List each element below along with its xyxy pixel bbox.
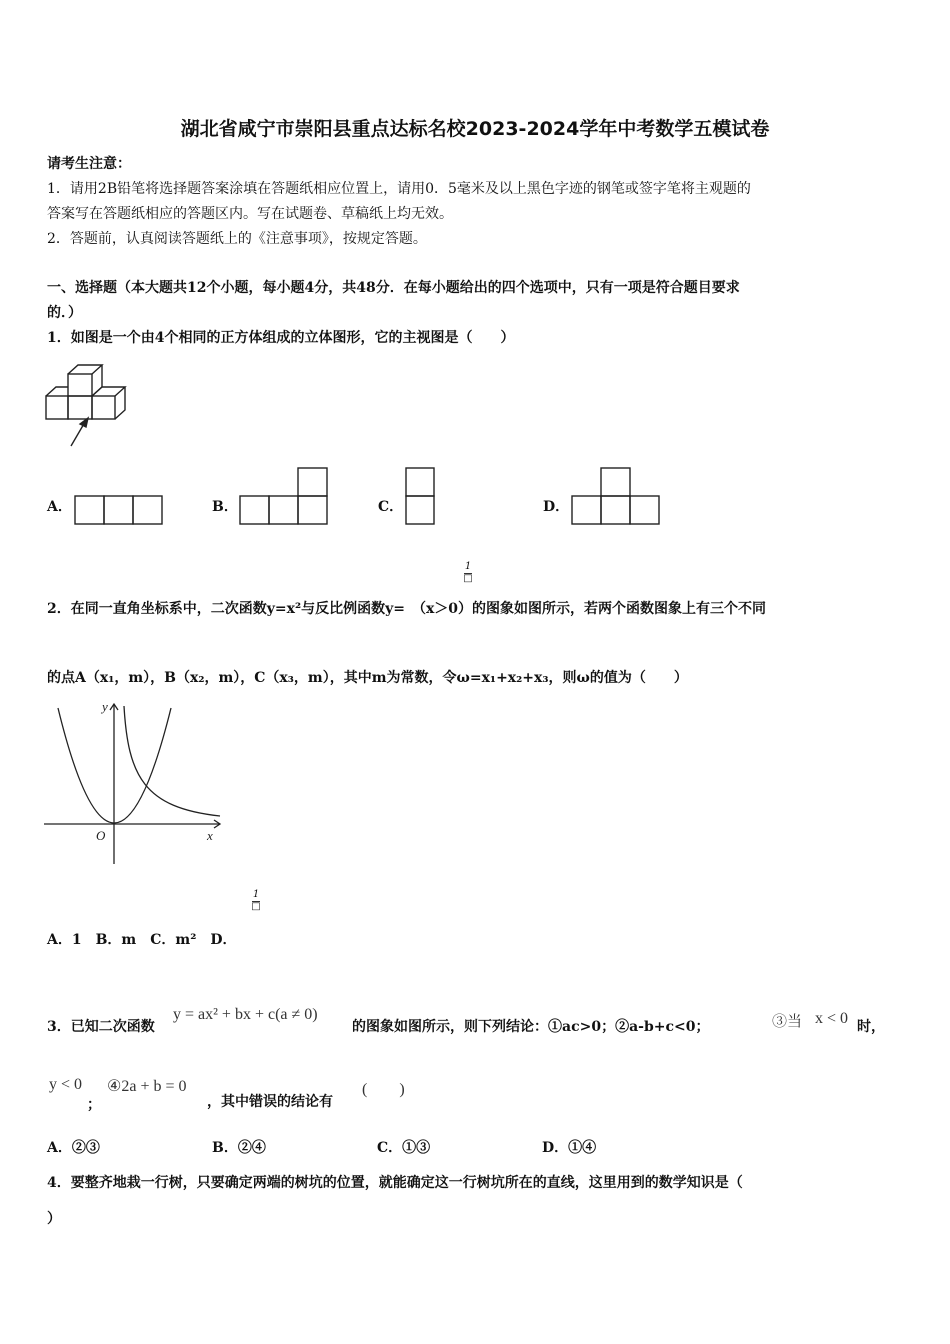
question-3-middle-text: 的图象如图所示，则下列结论：①ac>0；②a-b+c<0； (352, 1019, 710, 1035)
q3-line-2-formula-2: ④2a + b = 0 (107, 1078, 187, 1095)
q2-option-d-denominator: □ (251, 901, 261, 912)
section-1-heading-line-1: 一、选择题（本大题共12个小题，每小题4分，共48分．在每小题给出的四个选项中，只有一项是符合题目要求 (47, 280, 740, 296)
question-1-solid-figure (45, 362, 127, 450)
q2-option-d-fraction (249, 890, 263, 912)
question-2-options: A．1 B．m C．m² D． (47, 932, 237, 948)
q1-option-c-label: C． (378, 499, 404, 515)
question-4-text-line-2: ） (47, 1211, 61, 1227)
q2-fraction-denominator: □ (463, 573, 473, 584)
q2-fraction (461, 562, 475, 584)
q2-option-d-numerator: 1 (252, 889, 260, 900)
question-4-text-line-1: 4．要整齐地栽一行树，只要确定两端的树坑的位置，就能确定这一行树坑所在的直线，这里用到的数学知识是（ (47, 1175, 743, 1191)
q1-option-d-label: D． (543, 499, 570, 515)
q3-option-c[interactable]: C．①③ (377, 1140, 431, 1156)
q3-line-2-suffix: ，其中错误的结论有 (207, 1094, 333, 1110)
q3-option-b[interactable]: B．②④ (212, 1140, 266, 1156)
q2-graph-x-label: x (207, 828, 213, 843)
notice-item-1-line-2: 答案写在答题纸相应的答题区内。写在试题卷、草稿纸上均无效。 (47, 206, 453, 222)
notice-heading: 请考生注意： (47, 156, 131, 172)
question-1-text: 1．如图是一个由4个相同的正方体组成的立体图形，它的主视图是（ ） (47, 330, 515, 346)
q3-option-d[interactable]: D．①④ (542, 1140, 597, 1156)
q1-option-a-label: A． (47, 499, 72, 515)
q3-item-3-symbol: ③当 (772, 1014, 803, 1030)
question-2-text-line-1: 2．在同一直角坐标系中，二次函数y=x²与反比例函数y= （x＞0）的图象如图所示，若两个函数图象上有三个不同 (47, 601, 767, 617)
q1-option-d-figure[interactable] (571, 467, 663, 526)
q3-line-2-formula-1: y < 0 (49, 1076, 83, 1093)
question-3-prefix: 3．已知二次函数 (47, 1019, 155, 1035)
question-2-text-line-2: 的点A（x₁，m），B（x₂，m），C（x₃，m），其中m为常数，令ω=x₁+x₂+x₃，则ω的值为（ ） (47, 670, 688, 686)
q3-quadratic-formula: y = ax² + bx + c(a ≠ 0) (173, 1006, 318, 1023)
q1-option-b-label: B． (212, 499, 238, 515)
q3-answer-paren: ( ) (362, 1081, 405, 1098)
question-2-function-graph (44, 696, 224, 868)
page-title: 湖北省咸宁市崇阳县重点达标名校2023-2024学年中考数学五模试卷 (180, 118, 770, 140)
q1-option-a-figure[interactable] (74, 495, 164, 526)
q3-line-2-semicolon: ； (87, 1097, 101, 1113)
q3-item-3-suffix: 时， (857, 1019, 885, 1035)
notice-item-2: 2．答题前，认真阅读答题纸上的《注意事项》，按规定答题。 (47, 231, 427, 247)
q2-graph-origin-label: O (96, 828, 106, 843)
q3-option-a[interactable]: A．②③ (47, 1140, 100, 1156)
q3-item-3-formula: x < 0 (815, 1010, 849, 1027)
q2-fraction-numerator: 1 (464, 561, 472, 572)
q2-graph-y-label: y (102, 699, 108, 714)
section-1-heading-line-2: 的．） (47, 305, 82, 321)
notice-item-1-line-1: 1．请用2B铅笔将选择题答案涂填在答题纸相应位置上，请用0．5毫米及以上黑色字迹的钢笔或签字笔将主观题的 (47, 181, 751, 197)
q1-option-c-figure[interactable] (405, 467, 436, 526)
q1-option-b-figure[interactable] (239, 467, 329, 526)
